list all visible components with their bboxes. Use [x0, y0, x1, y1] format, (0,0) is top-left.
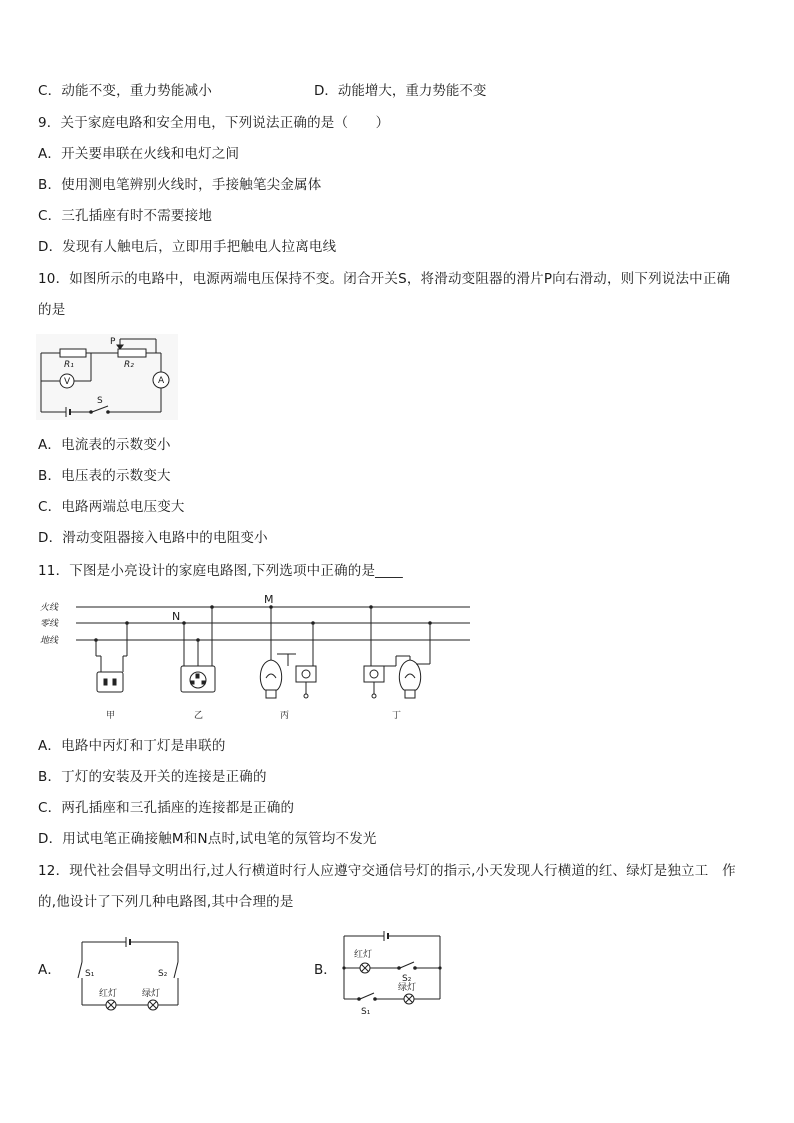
q10-stem-line2: 的是: [38, 302, 66, 318]
q10-option-b: B．电压表的示数变大: [38, 468, 171, 484]
label-neutral: 零线: [40, 619, 59, 629]
label-a: A: [158, 376, 165, 386]
q9-option-c: C．三孔插座有时不需要接地: [38, 208, 213, 224]
switch-s2: [174, 962, 178, 978]
lamp-bing: [260, 660, 281, 690]
q10-option-a: A．电流表的示数变小: [38, 437, 171, 453]
switch-s2: [400, 962, 414, 968]
q12-option-b-label: B．: [314, 962, 337, 978]
q9-option-b: B．使用测电笔辨别火线时，手接触笔尖金属体: [38, 177, 322, 193]
q12-stem-line1: 12．现代社会倡导文明出行,过人行横道时行人应遵守交通信号灯的指示,小天发现人行横道的红、绿灯是独立工 作: [38, 863, 736, 879]
label-s1: S₁: [85, 969, 95, 979]
q11-option-b: B．丁灯的安装及开关的连接是正确的: [38, 769, 267, 785]
q10-option-d: D．滑动变阻器接入电路中的电阻变小: [38, 530, 268, 546]
label-live: 火线: [40, 603, 59, 613]
label-red: 红灯: [99, 989, 118, 999]
label-ground: 地线: [40, 636, 59, 646]
rheostat-r2: [118, 349, 146, 357]
switch-s1: [360, 993, 374, 999]
label-r1: R₁: [64, 360, 74, 370]
resistor-r1: [60, 349, 86, 357]
q8-option-d: D．动能增大，重力势能不变: [314, 83, 487, 99]
label-m: M: [264, 593, 274, 606]
q9-option-a: A．开关要串联在火线和电灯之间: [38, 146, 240, 162]
q8-option-c: C．动能不变，重力势能减小: [38, 83, 213, 99]
switch-bing: [296, 666, 316, 682]
label-green: 绿灯: [398, 983, 417, 993]
q12-stem-line2: 的,他设计了下列几种电路图,其中合理的是: [38, 894, 294, 910]
q12-circuit-b: [336, 926, 446, 1018]
two-hole-socket: [97, 672, 123, 692]
label-ding: 丁: [392, 711, 402, 721]
q9-option-d: D．发现有人触电后，立即用手把触电人拉离电线: [38, 239, 337, 255]
q10-stem-line1: 10．如图所示的电路中，电源两端电压保持不变。闭合开关S，将滑动变阻器的滑片P向右滑动，则下列说法中正确: [38, 271, 731, 287]
q11-stem: 11．下图是小亮设计的家庭电路图,下列选项中正确的是____: [38, 563, 403, 579]
label-jia: 甲: [106, 711, 116, 721]
q12-option-a-label: A．: [38, 962, 62, 978]
label-yi: 乙: [194, 711, 204, 721]
q12-circuit-a: [72, 932, 184, 1012]
q10-circuit-figure: [36, 334, 178, 420]
label-green: 绿灯: [142, 989, 161, 999]
label-bing: 丙: [280, 711, 290, 721]
label-s1: S₁: [361, 1007, 371, 1017]
label-s: S: [97, 396, 103, 406]
label-n: N: [172, 610, 181, 623]
label-s2: S₂: [158, 969, 168, 979]
q11-option-a: A．电路中丙灯和丁灯是串联的: [38, 738, 226, 754]
q11-household-circuit-figure: [38, 590, 474, 724]
q11-option-c: C．两孔插座和三孔插座的连接都是正确的: [38, 800, 295, 816]
label-red: 红灯: [354, 950, 373, 960]
switch-ding: [364, 666, 384, 682]
q11-option-d: D．用试电笔正确接触M和N点时,试电笔的氖管均不发光: [38, 831, 377, 847]
q10-option-c: C．电路两端总电压变大: [38, 499, 185, 515]
q9-stem: 9．关于家庭电路和安全用电，下列说法正确的是（ ）: [38, 115, 390, 131]
label-v: V: [64, 377, 71, 387]
switch-s1: [78, 962, 82, 978]
label-p: P: [110, 337, 116, 347]
label-r2: R₂: [124, 360, 134, 370]
label-s2: S₂: [402, 974, 412, 984]
